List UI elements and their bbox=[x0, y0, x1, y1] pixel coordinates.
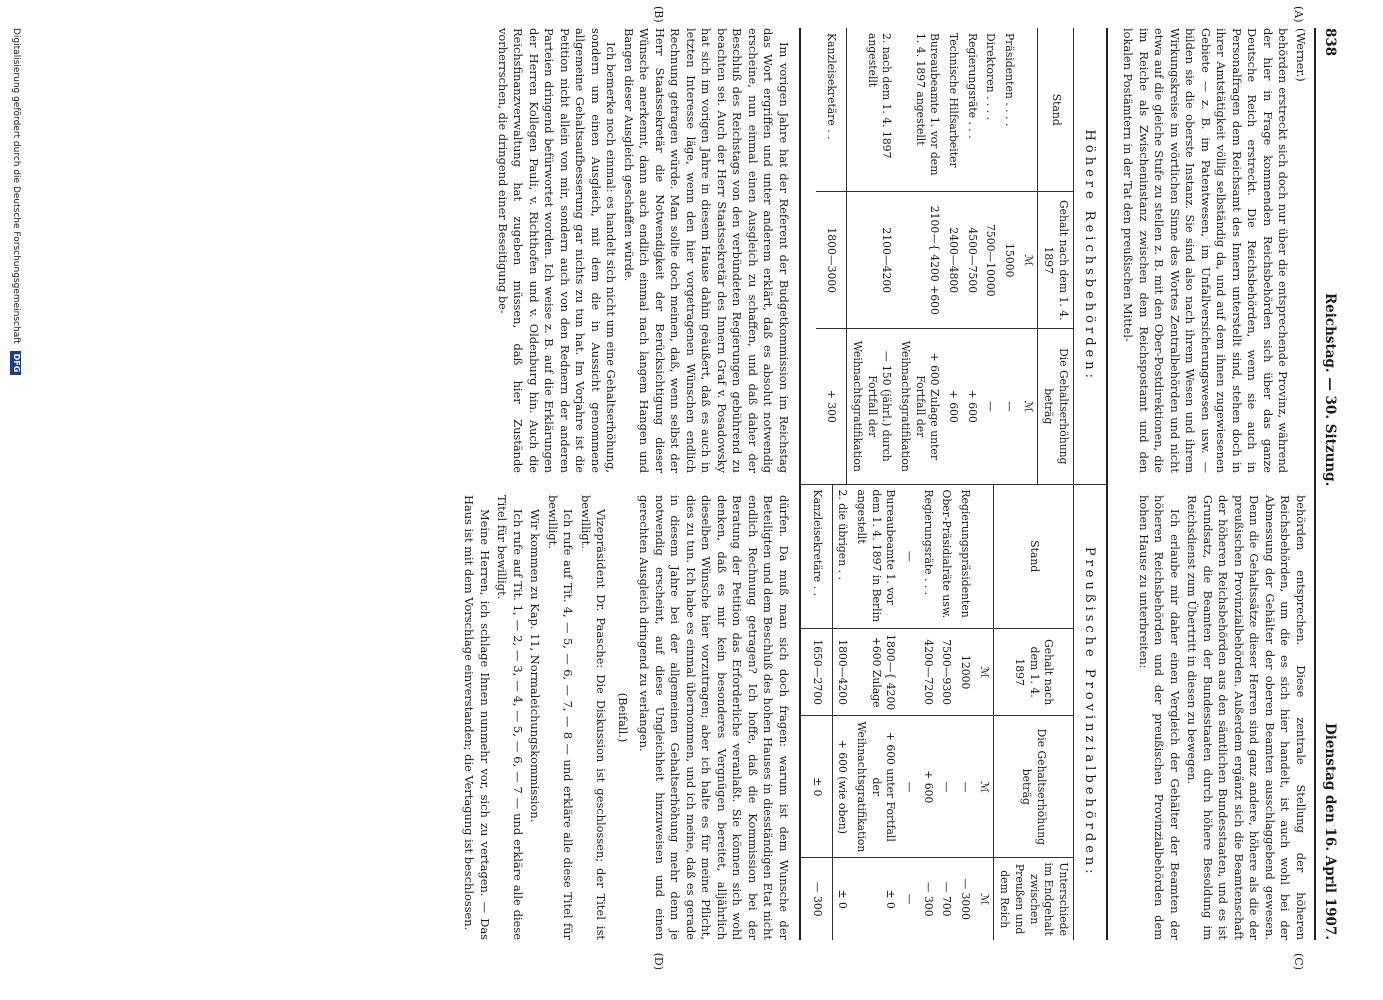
table-cell: — 300 bbox=[921, 881, 935, 917]
margin-mark-c: (C) bbox=[1292, 953, 1305, 970]
table-cell: 4200—7200 bbox=[918, 629, 937, 716]
table-cell: — 150 (jährl.) durch Fortfall der Weihnachtsgratifikation bbox=[850, 340, 894, 472]
table-row bbox=[816, 28, 847, 484]
table-cell: ± 0 bbox=[836, 889, 850, 909]
table-row bbox=[847, 28, 896, 484]
paragraph: Ich erlaube mir daher einen Vergleich der Gehälter der Beamten der höheren Reichsbehörden und der preußischen Provinzialbehörden dem hohen Hause zu unterbreiten: bbox=[1136, 495, 1182, 940]
table-cell: 15000 bbox=[999, 192, 1018, 329]
table-cell: 1650—2700 bbox=[801, 629, 832, 716]
column-header: Die Gehaltserhöhung beträg bbox=[1037, 329, 1073, 484]
dfg-logo: DFG bbox=[10, 351, 21, 376]
table-cell: 1800—3000 bbox=[816, 192, 847, 329]
table-cell: — 300 bbox=[801, 858, 832, 940]
table-row bbox=[943, 28, 962, 484]
table-row bbox=[981, 28, 1000, 484]
margin-mark-a: (A) bbox=[1292, 6, 1305, 23]
table-cell: + 600 bbox=[965, 389, 979, 423]
paragraph: Ich rufe auf Tit. 4, — 5, — 6, — 7, — 8 — und erkläre alle diese Titel für bewilligt. bbox=[545, 495, 576, 940]
table-cell: 1800—{ 4200 +600 Zulage bbox=[851, 629, 899, 716]
paragraph: Meine Herren, ich schlage Ihnen nunmehr vor, sich zu vertagen. — Das Haus ist mit dem Vorschlage einverstanden; die Vertagung ist beschlossen. bbox=[462, 495, 492, 940]
table-cell: ± 0 bbox=[884, 889, 898, 909]
bottom-left-column bbox=[459, 28, 791, 473]
bottom-columns bbox=[459, 28, 791, 940]
table-cell: Technische Hilfsarbeiter bbox=[943, 28, 962, 192]
page-number: 838 bbox=[1322, 28, 1338, 57]
digitization-footer bbox=[10, 28, 22, 375]
paragraph: behörden entsprechen. Diese zentrale Stellung der höheren Reichsbehörden, um die es sich hier handelt, ist auch wohl bei der Abmessung der Gehälter der oberen Beamten ausschlaggebend gewesen. Denn die Gehaltssätze dieser Herren sind ganz andere, höhere als die der preußischen Provinzialbehörden. Außerdem ergänzt sich die Beamtenschaft der höheren Reichsbehörden aus den sämtlichen Bundesstaaten, und es ist Grundsatz, die Beamten der Bundesstaaten durch höhere Besoldung im Reichsdienst zum Übertritt in diesen zu bewegen. bbox=[1185, 495, 1308, 940]
table-cell: 2100—4200 bbox=[847, 192, 896, 329]
table-title: Preußische Provinzialbehörden: bbox=[1073, 485, 1106, 941]
top-right-column bbox=[1118, 495, 1308, 940]
table-cell: 12000 bbox=[955, 629, 974, 716]
table-cell: + 600 (wie oben) bbox=[832, 716, 851, 858]
table-cell: + 300 bbox=[816, 329, 847, 484]
page-header bbox=[1318, 28, 1339, 940]
table-row bbox=[832, 485, 851, 941]
table-cell: + 600 Zulage unter Fortfall der Weihnachtsgratifikation bbox=[898, 340, 942, 472]
table-row bbox=[895, 28, 943, 484]
unit-cell: ℳ bbox=[1021, 400, 1035, 413]
paragraph: behörden erstreckt sich doch nur über die entsprechende Provinz, während der hier in Frage kommenden Reichsbehörden sich über das ganze Deutsche Reich erstreckt. Die Reichsbehörden, wenn sie auch in Personalfragen dem Reichsamt des Innern unterstellt sind, stehen doch in ihrer Amtstätigkeit völlig selbständig da, und auf dem ihnen zugewiesenen Gebiete — z. B. im Patentwesen, im Unfallversicherungswesen usw. — bilden sie die oberste Instanz. Sie sind also nach ihrem Wesen und ihrem Wirkungskreise im wörtlichen Sinne des Wortes Zentralbehörden und nicht etwa auf die gleiche Stufe zu stellen z. B. mit den Ober-Postdirektionen, die im Reiche als Zwischeninstanz zwischen dem Reichspostamt und den lokalen Postämtern in der Tat den preußischen Mittel- bbox=[1121, 28, 1291, 473]
salary-table-reich bbox=[816, 28, 1073, 484]
table-cell: — bbox=[899, 716, 918, 858]
margin-mark-d: (D) bbox=[652, 952, 665, 970]
table-cell: Kanzleisekretäre . . bbox=[801, 485, 832, 629]
table-cell: — bbox=[984, 400, 998, 412]
table-cell: Bureaubeamte 1. vor dem 1. 4. 1897 angestellt bbox=[895, 28, 943, 192]
header-rule bbox=[1314, 28, 1316, 940]
table-row bbox=[851, 485, 899, 941]
speaker-label: (Werner.) bbox=[1293, 28, 1308, 82]
column-header: Die Gehaltserhöhung beträg bbox=[993, 716, 1073, 858]
table-cell: Regierungspräsidenten bbox=[955, 485, 974, 629]
salary-comparison bbox=[799, 28, 1108, 940]
table-cell bbox=[899, 629, 918, 716]
header-title: Reichstag. — 30. Sitzung. bbox=[1322, 292, 1338, 487]
salary-table-prussia bbox=[801, 485, 1073, 941]
table-cell: 2. die übrigen . . bbox=[832, 485, 851, 629]
unit-cell: ℳ bbox=[974, 716, 993, 858]
table-cell: 2400—4800 bbox=[943, 192, 962, 329]
top-columns bbox=[1118, 28, 1308, 940]
table-cell: Regierungsräte . . . bbox=[962, 28, 981, 192]
table-cell: — 3000 bbox=[958, 878, 972, 921]
column-header: Stand bbox=[1037, 28, 1073, 192]
table-cell: Bureaubeamte 1. vor dem 1. 4. 1897 in Berlin angestellt bbox=[851, 485, 899, 629]
unit-cell bbox=[974, 485, 993, 629]
margin-mark-b: (B) bbox=[652, 6, 665, 23]
table-cell: Regierungsräte . . . bbox=[918, 485, 937, 629]
top-left-column bbox=[1118, 28, 1308, 473]
table-row bbox=[899, 485, 918, 941]
table-row bbox=[937, 485, 956, 941]
table-cell: Ober-Präsidialräte usw. bbox=[937, 485, 956, 629]
header-date: Dienstag den 16. April 1907. bbox=[1322, 723, 1338, 940]
unit-cell: ℳ bbox=[977, 893, 991, 905]
table-title: Höhere Reichsbehörden: bbox=[1073, 28, 1106, 484]
paragraph: Wir kommen zu Kap. 11, Normaleichungskommission. bbox=[528, 509, 543, 823]
table-cell: 2100—{ 4200 +600 bbox=[895, 192, 943, 329]
table-cell: ± 0 bbox=[801, 716, 832, 858]
table-cell: — bbox=[1002, 400, 1016, 412]
reich-table bbox=[801, 28, 1106, 485]
table-cell: + 600 unter Fortfall der Weihnachtsgratifikation bbox=[851, 716, 899, 858]
table-row bbox=[955, 485, 974, 941]
table-cell: + 600 bbox=[946, 389, 960, 423]
table-row bbox=[918, 485, 937, 941]
applause-note: (Beifall.) bbox=[615, 692, 630, 743]
footer-text: Digitalisierung gefördert durch die Deutsche Forschungsgemeinschaft bbox=[11, 28, 22, 344]
column-header: Stand bbox=[993, 485, 1073, 629]
column-header: Gehalt nach dem 1. 4. 1897 bbox=[993, 629, 1073, 716]
paragraph: dürfen. Da muß man sich doch fragen: warum ist dem Wunsche der Beteiligten und dem Beschluß des hohen Hauses in diesständigen Etat nicht endlich Rechnung getragen? Ich hoffe, daß die Kommission bei der Beratung der Petition das Erforderliche veranlaßt. Sie können sich wohl denken, daß es mir kein besonderes Vergnügen bereitet, alljährlich dieselben Wünsche hier vorzutragen; aber ich halte es für meine Pflicht, dies zu tun. Ich habe es einmal übernommen, und ich meine, daß es gerade in diesem Jahre bei der allgemeinen Gehaltserhöhung mehr denn je notwendig erscheint, auf diese Ungleichheit hinzuweisen und einen gerechten Ausgleich dringend zu verlangen. bbox=[637, 495, 791, 940]
paragraph: Ich bemerke noch einmal: es handelt sich nicht um eine Gehaltserhöhung, sondern um einen Ausgleich, mit dem die in Aussicht genommene allgemeine Gehaltsaufbesserung gar nichts zu tun hat. Im Vorjahre ist die Petition nicht allein von mir, sondern auch von den Rednern der anderen Parteien dringend befürwortet worden. Ich weise z. B. auf die Erklärungen der Herren Kollegen Pauli, v. Richthofen und v. Oldenburg hin. Auch die Reichsfinanzverwaltung hat zugeben müssen, daß hier Zustände vorherrschen, die dringend einer Beseitigung be- bbox=[495, 28, 619, 473]
unit-cell bbox=[1018, 28, 1037, 192]
paragraph: Vizepräsident Dr. Paasche: Die Diskussion ist geschlossen; der Titel ist bewilligt. bbox=[578, 495, 609, 940]
table-cell: Direktoren . . . . bbox=[981, 28, 1000, 192]
table-cell: 2. nach dem 1. 4. 1897 angestellt bbox=[847, 28, 896, 192]
table-cell: — bbox=[937, 716, 956, 858]
paragraph: Ich rufe auf Tit. 1, — 2, — 3, — 4, — 5, — 6, — 7 — und erkläre alle diese Titel für bewilligt. bbox=[495, 495, 525, 940]
column-header: Unterschiede im Endgehalt zwischen Preußen und dem Reich bbox=[993, 858, 1073, 940]
table-cell: — bbox=[902, 893, 916, 905]
bottom-right-column bbox=[459, 495, 791, 940]
column-header: Gehalt nach dem 1. 4. 1897 bbox=[1037, 192, 1073, 329]
table-cell: 7500—9300 bbox=[937, 629, 956, 716]
table-cell: — bbox=[899, 485, 918, 629]
table-cell: + 600 bbox=[918, 716, 937, 858]
unit-cell: ℳ bbox=[1018, 192, 1037, 329]
table-cell: Kanzleisekretäre . . bbox=[816, 28, 847, 192]
prussia-table bbox=[801, 485, 1106, 941]
paragraph: Im vorigen Jahre hat der Referent der Budgetkommission im Reichstag das Wort ergriffen und unter anderem erklärt, daß es absolut notwendig erscheine, nun einmal einen Ausgleich zu schaffen, und daß daher der Beschluß des Reichstags von den verbündeten Regierungen gebührend zu beachten sei. Auch der Herr Staatssekretär des Innern Graf v. Posadowsky hat sich im vorigen Jahre in diesem Hause dahin geäußert, daß es auch in letzten Interesse läge, wenn den hier vorgetragenen Wünschen endlich Rechnung getragen würde. Man sollte doch meinen, daß, wenn selbst der Herr Staatssekretär die Notwendigkeit der Berücksichtigung dieser Wünsche anerkennt, dann auch endlich einmal nach langem Hangen und Bangen dieser Ausgleich geschaffen würde. bbox=[621, 28, 791, 473]
unit-cell: ℳ bbox=[974, 629, 993, 716]
table-row bbox=[962, 28, 981, 484]
table-cell: — bbox=[955, 716, 974, 858]
table-cell: 1800—4200 bbox=[832, 629, 851, 716]
table-row bbox=[999, 28, 1018, 484]
table-row bbox=[801, 485, 832, 941]
table-cell: — 700 bbox=[940, 881, 954, 917]
table-cell: 4500—7500 bbox=[962, 192, 981, 329]
table-cell: Präsidenten . . . . bbox=[999, 28, 1018, 192]
table-cell: 7500—10000 bbox=[981, 192, 1000, 329]
